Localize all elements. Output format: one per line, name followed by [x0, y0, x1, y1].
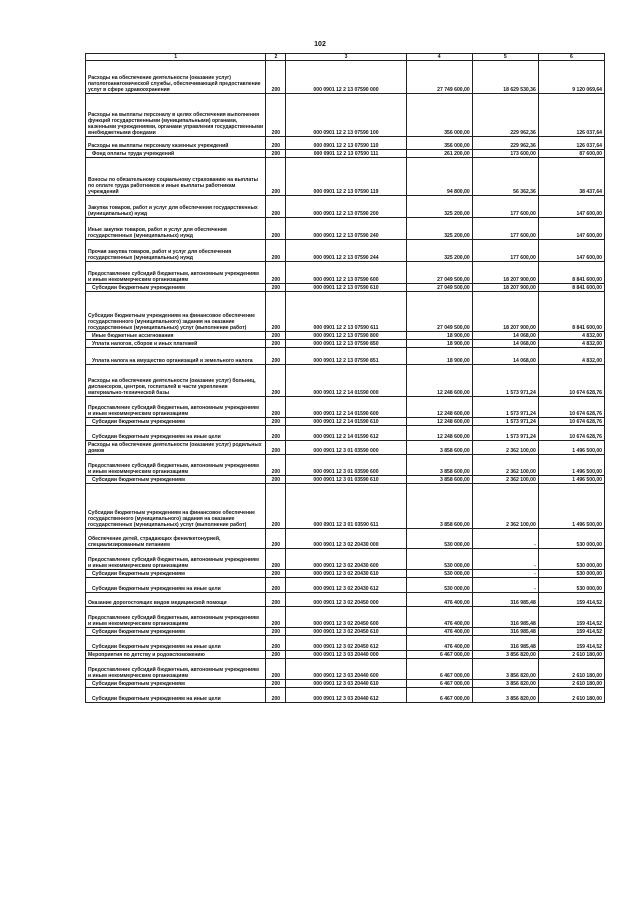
row-approved-cell: 356 000,00	[406, 137, 472, 150]
table-row	[86, 651, 605, 659]
row-budget-code-cell: 000 0901 12 2 14 01590 612	[286, 426, 406, 441]
row-executed-cell: 2 362 100,00	[472, 441, 538, 455]
row-budget-code-cell: 000 0901 12 2 13 07590 200	[286, 196, 406, 218]
row-approved-cell: 6 467 000,00	[406, 659, 472, 680]
table-row	[86, 137, 605, 150]
row-line-code-cell: 200	[266, 340, 286, 348]
row-approved-cell: 12 248 600,00	[406, 397, 472, 418]
page-number: 102	[314, 41, 326, 48]
row-budget-code-cell: 000 0901 12 3 02 20430 000	[286, 529, 406, 549]
row-budget-code-cell: 000 0901 12 3 01 03590 611	[286, 484, 406, 529]
row-budget-code-cell: 000 0901 12 3 02 20450 600	[286, 607, 406, 628]
row-unexecuted-cell: 38 437,64	[538, 158, 604, 196]
row-name-cell: Предоставление субсидий бюджетным, автономным учреждениям и иным некоммерческим организациям	[86, 455, 266, 476]
row-name-cell: Предоставление субсидий бюджетным, автономным учреждениям и иным некоммерческим организациям	[86, 659, 266, 680]
table-row	[86, 628, 605, 636]
table-row	[86, 484, 605, 529]
row-executed-cell: 177 600,00	[472, 196, 538, 218]
row-budget-code-cell: 000 0901 12 2 13 07590 119	[286, 158, 406, 196]
row-budget-code-cell: 000 0901 12 3 02 20430 600	[286, 549, 406, 570]
row-unexecuted-cell: 87 600,00	[538, 150, 604, 158]
row-executed-cell: 173 600,00	[472, 150, 538, 158]
row-unexecuted-cell: 1 496 500,00	[538, 476, 604, 484]
row-unexecuted-cell: 530 000,00	[538, 578, 604, 593]
row-line-code-cell: 200	[266, 688, 286, 703]
row-approved-cell: 325 200,00	[406, 218, 472, 240]
table-row	[86, 94, 605, 137]
budget-execution-table	[85, 53, 605, 703]
row-approved-cell: 530 000,00	[406, 578, 472, 593]
row-name-cell: Субсидии бюджетным учреждениям	[86, 476, 266, 484]
row-line-code-cell: 200	[266, 455, 286, 476]
column-number-header-row	[86, 54, 605, 61]
row-name-cell: Предоставление субсидий бюджетным, автономным учреждениям и иным некоммерческим организациям	[86, 397, 266, 418]
row-approved-cell: 12 248 600,00	[406, 418, 472, 426]
row-unexecuted-cell: 4 832,00	[538, 332, 604, 340]
row-approved-cell: 530 000,00	[406, 570, 472, 578]
row-line-code-cell: 200	[266, 441, 286, 455]
row-unexecuted-cell: 159 414,52	[538, 636, 604, 651]
row-executed-cell: -	[472, 578, 538, 593]
row-name-cell: Предоставление субсидий бюджетным, автономным учреждениям и иным некоммерческим организациям	[86, 607, 266, 628]
row-executed-cell: 18 207 900,00	[472, 262, 538, 284]
row-approved-cell: 530 000,00	[406, 549, 472, 570]
row-budget-code-cell: 000 0901 12 3 02 20450 000	[286, 593, 406, 607]
row-line-code-cell: 200	[266, 426, 286, 441]
row-line-code-cell: 200	[266, 284, 286, 292]
row-executed-cell: -	[472, 549, 538, 570]
row-name-cell: Предоставление субсидий бюджетным, автономным учреждениям и иным некоммерческим организациям	[86, 262, 266, 284]
table-row	[86, 455, 605, 476]
table-row	[86, 593, 605, 607]
row-approved-cell: 18 900,00	[406, 348, 472, 365]
row-executed-cell: 1 573 971,24	[472, 426, 538, 441]
row-executed-cell: 56 362,36	[472, 158, 538, 196]
row-approved-cell: 3 858 600,00	[406, 455, 472, 476]
row-executed-cell: 3 856 820,00	[472, 659, 538, 680]
row-unexecuted-cell: 9 120 069,64	[538, 61, 604, 94]
row-name-cell: Расходы на выплаты персоналу в целях обеспечения выполнения функций государственными (муниципальными) органами, казенными учреждениями, органами управления государственными внебюджетными фондами	[86, 94, 266, 137]
row-line-code-cell: 200	[266, 397, 286, 418]
row-approved-cell: 27 049 500,00	[406, 292, 472, 332]
row-line-code-cell: 200	[266, 628, 286, 636]
row-line-code-cell: 200	[266, 348, 286, 365]
row-unexecuted-cell: 2 610 180,00	[538, 659, 604, 680]
row-name-cell: Расходы на обеспечение деятельности (оказание услуг) больниц, диспансеров, центров, госпиталей в части укрепления материально-технической базы	[86, 365, 266, 397]
row-budget-code-cell: 000 0901 12 3 03 20440 000	[286, 651, 406, 659]
row-executed-cell: 3 856 820,00	[472, 688, 538, 703]
row-executed-cell: 2 362 100,00	[472, 455, 538, 476]
row-approved-cell: 476 400,00	[406, 607, 472, 628]
row-budget-code-cell: 000 0901 12 2 13 07590 110	[286, 137, 406, 150]
row-name-cell: Субсидии бюджетным учреждениям на финансовое обеспечение государственного (муниципального) задания на оказание государственных (муниципальных) услуг (выполнение работ)	[86, 484, 266, 529]
row-line-code-cell: 200	[266, 607, 286, 628]
row-name-cell: Мероприятия по детству и родовспоможению	[86, 651, 266, 659]
row-approved-cell: 27 049 500,00	[406, 262, 472, 284]
row-unexecuted-cell: 147 600,00	[538, 218, 604, 240]
table-row	[86, 578, 605, 593]
table-row	[86, 348, 605, 365]
row-unexecuted-cell: 4 832,00	[538, 348, 604, 365]
row-line-code-cell: 200	[266, 570, 286, 578]
row-line-code-cell: 200	[266, 578, 286, 593]
table-row	[86, 332, 605, 340]
row-name-cell: Оказание дорогостоящих видов медицинской помощи	[86, 593, 266, 607]
row-name-cell: Субсидии бюджетным учреждениям	[86, 284, 266, 292]
row-unexecuted-cell: 159 414,52	[538, 607, 604, 628]
table-row	[86, 688, 605, 703]
row-unexecuted-cell: 2 610 180,00	[538, 688, 604, 703]
row-budget-code-cell: 000 0901 12 3 02 20430 612	[286, 578, 406, 593]
row-approved-cell: 356 000,00	[406, 94, 472, 137]
row-executed-cell: 2 362 100,00	[472, 484, 538, 529]
row-budget-code-cell: 000 0901 12 3 02 20450 610	[286, 628, 406, 636]
table-row	[86, 426, 605, 441]
row-name-cell: Субсидии бюджетным учреждениям	[86, 570, 266, 578]
table-row	[86, 61, 605, 94]
row-name-cell: Обеспечение детей, страдающих фенилкетонурией, специализированным питанием	[86, 529, 266, 549]
table-row	[86, 549, 605, 570]
row-name-cell: Предоставление субсидий бюджетным, автономным учреждениям и иным некоммерческим организациям	[86, 549, 266, 570]
column-header-5: 5	[472, 54, 538, 61]
column-header-1: 1	[86, 54, 266, 61]
row-budget-code-cell: 000 0901 12 2 13 07590 000	[286, 61, 406, 94]
row-approved-cell: 325 200,00	[406, 196, 472, 218]
row-budget-code-cell: 000 0901 12 2 14 01590 000	[286, 365, 406, 397]
row-name-cell: Прочая закупка товаров, работ и услуг для обеспечения государственных (муниципальных) нужд	[86, 240, 266, 262]
row-approved-cell: 3 858 600,00	[406, 484, 472, 529]
row-budget-code-cell: 000 0901 12 3 02 20430 610	[286, 570, 406, 578]
row-executed-cell: 18 207 900,00	[472, 292, 538, 332]
row-budget-code-cell: 000 0901 12 3 01 03590 600	[286, 455, 406, 476]
row-line-code-cell: 200	[266, 651, 286, 659]
row-line-code-cell: 200	[266, 549, 286, 570]
row-name-cell: Субсидии бюджетным учреждениям	[86, 680, 266, 688]
row-line-code-cell: 200	[266, 158, 286, 196]
table-row	[86, 418, 605, 426]
row-approved-cell: 476 400,00	[406, 628, 472, 636]
row-unexecuted-cell: 159 414,52	[538, 593, 604, 607]
row-budget-code-cell: 000 0901 12 2 13 07590 800	[286, 332, 406, 340]
row-executed-cell: 14 068,00	[472, 348, 538, 365]
row-unexecuted-cell: 126 037,64	[538, 94, 604, 137]
row-approved-cell: 6 467 000,00	[406, 688, 472, 703]
row-name-cell: Уплата налогов, сборов и иных платежей	[86, 340, 266, 348]
row-executed-cell: 3 856 820,00	[472, 651, 538, 659]
row-name-cell: Расходы на обеспечение деятельности (оказание услуг) патологоанатомической службы, обеспечивающей предоставление услуг в сфере здравоохранения	[86, 61, 266, 94]
row-approved-cell: 6 467 000,00	[406, 651, 472, 659]
row-unexecuted-cell: 530 000,00	[538, 549, 604, 570]
row-name-cell: Иные бюджетные ассигнования	[86, 332, 266, 340]
row-budget-code-cell: 000 0901 12 2 13 07590 111	[286, 150, 406, 158]
row-line-code-cell: 200	[266, 332, 286, 340]
table-body	[86, 61, 605, 703]
row-approved-cell: 18 900,00	[406, 332, 472, 340]
row-name-cell: Субсидии бюджетным учреждениям на финансовое обеспечение государственного (муниципального) задания на оказание государственных (муниципальных) услуг (выполнение работ)	[86, 292, 266, 332]
row-name-cell: Субсидии бюджетным учреждениям	[86, 628, 266, 636]
row-budget-code-cell: 000 0901 12 2 13 07590 611	[286, 292, 406, 332]
table-row	[86, 218, 605, 240]
row-unexecuted-cell: 1 496 500,00	[538, 441, 604, 455]
row-line-code-cell: 200	[266, 240, 286, 262]
row-unexecuted-cell: 10 674 628,76	[538, 397, 604, 418]
row-name-cell: Субсидии бюджетным учреждениям на иные цели	[86, 578, 266, 593]
row-approved-cell: 3 858 600,00	[406, 441, 472, 455]
row-budget-code-cell: 000 0901 12 2 14 01590 600	[286, 397, 406, 418]
row-executed-cell: 316 985,48	[472, 628, 538, 636]
row-line-code-cell: 200	[266, 196, 286, 218]
row-approved-cell: 27 749 600,00	[406, 61, 472, 94]
row-executed-cell: 2 362 100,00	[472, 476, 538, 484]
row-name-cell: Субсидии бюджетным учреждениям на иные цели	[86, 426, 266, 441]
row-approved-cell: 530 000,00	[406, 529, 472, 549]
table-row	[86, 441, 605, 455]
row-budget-code-cell: 000 0901 12 2 13 07590 240	[286, 218, 406, 240]
row-executed-cell: -	[472, 529, 538, 549]
table-row	[86, 240, 605, 262]
column-header-4: 4	[406, 54, 472, 61]
row-executed-cell: 177 600,00	[472, 218, 538, 240]
row-executed-cell: 14 068,00	[472, 340, 538, 348]
row-unexecuted-cell: 8 841 600,00	[538, 262, 604, 284]
row-executed-cell: 1 573 971,24	[472, 418, 538, 426]
row-budget-code-cell: 000 0901 12 3 01 03590 000	[286, 441, 406, 455]
row-line-code-cell: 200	[266, 94, 286, 137]
row-line-code-cell: 200	[266, 418, 286, 426]
row-executed-cell: 177 600,00	[472, 240, 538, 262]
table-row	[86, 607, 605, 628]
table-row	[86, 476, 605, 484]
row-executed-cell: 316 985,48	[472, 607, 538, 628]
table-row	[86, 262, 605, 284]
row-line-code-cell: 200	[266, 680, 286, 688]
row-approved-cell: 27 049 500,00	[406, 284, 472, 292]
row-executed-cell: 229 962,36	[472, 137, 538, 150]
row-line-code-cell: 200	[266, 476, 286, 484]
row-executed-cell: 1 573 971,24	[472, 365, 538, 397]
row-unexecuted-cell: 10 674 628,76	[538, 418, 604, 426]
row-unexecuted-cell: 8 841 600,00	[538, 284, 604, 292]
table-row	[86, 150, 605, 158]
row-line-code-cell: 200	[266, 61, 286, 94]
row-line-code-cell: 200	[266, 262, 286, 284]
row-executed-cell: 316 985,48	[472, 593, 538, 607]
table-row	[86, 636, 605, 651]
table-row	[86, 340, 605, 348]
row-executed-cell: 229 962,36	[472, 94, 538, 137]
row-executed-cell: 316 985,48	[472, 636, 538, 651]
row-approved-cell: 12 248 600,00	[406, 426, 472, 441]
row-line-code-cell: 200	[266, 529, 286, 549]
row-budget-code-cell: 000 0901 12 3 03 20440 610	[286, 680, 406, 688]
column-header-3: 3	[286, 54, 406, 61]
row-budget-code-cell: 000 0901 12 2 13 07590 610	[286, 284, 406, 292]
row-budget-code-cell: 000 0901 12 2 13 07590 850	[286, 340, 406, 348]
row-unexecuted-cell: 1 496 500,00	[538, 484, 604, 529]
row-executed-cell: 18 207 900,00	[472, 284, 538, 292]
row-line-code-cell: 200	[266, 636, 286, 651]
row-approved-cell: 476 400,00	[406, 636, 472, 651]
table-row	[86, 529, 605, 549]
row-line-code-cell: 200	[266, 137, 286, 150]
row-name-cell: Субсидии бюджетным учреждениям на иные цели	[86, 688, 266, 703]
row-budget-code-cell: 000 0901 12 2 13 07590 851	[286, 348, 406, 365]
row-name-cell: Расходы на выплаты персоналу казенных учреждений	[86, 137, 266, 150]
row-name-cell: Уплата налога на имущество организаций и земельного налога	[86, 348, 266, 365]
row-budget-code-cell: 000 0901 12 2 14 01590 610	[286, 418, 406, 426]
row-approved-cell: 3 858 600,00	[406, 476, 472, 484]
row-approved-cell: 476 400,00	[406, 593, 472, 607]
row-unexecuted-cell: 10 674 628,76	[538, 365, 604, 397]
table-row	[86, 397, 605, 418]
table-row	[86, 292, 605, 332]
row-executed-cell: 1 573 971,24	[472, 397, 538, 418]
row-name-cell: Субсидии бюджетным учреждениям на иные цели	[86, 636, 266, 651]
row-name-cell: Закупка товаров, работ и услуг для обеспечения государственных (муниципальных) нужд	[86, 196, 266, 218]
row-executed-cell: 3 856 820,00	[472, 680, 538, 688]
row-line-code-cell: 200	[266, 659, 286, 680]
row-approved-cell: 6 467 000,00	[406, 680, 472, 688]
row-unexecuted-cell: 126 037,64	[538, 137, 604, 150]
row-unexecuted-cell: 147 600,00	[538, 240, 604, 262]
table-row	[86, 680, 605, 688]
row-approved-cell: 94 800,00	[406, 158, 472, 196]
table-row	[86, 196, 605, 218]
table-row	[86, 284, 605, 292]
row-budget-code-cell: 000 0901 12 3 03 20440 612	[286, 688, 406, 703]
row-unexecuted-cell: 530 000,00	[538, 570, 604, 578]
row-name-cell: Фонд оплаты труда учреждений	[86, 150, 266, 158]
row-line-code-cell: 200	[266, 593, 286, 607]
row-unexecuted-cell: 10 674 628,76	[538, 426, 604, 441]
row-budget-code-cell: 000 0901 12 2 13 07590 100	[286, 94, 406, 137]
row-executed-cell: 18 629 530,36	[472, 61, 538, 94]
row-budget-code-cell: 000 0901 12 3 03 20440 600	[286, 659, 406, 680]
row-approved-cell: 261 200,00	[406, 150, 472, 158]
row-budget-code-cell: 000 0901 12 2 13 07590 244	[286, 240, 406, 262]
table-row	[86, 365, 605, 397]
table-row	[86, 659, 605, 680]
row-budget-code-cell: 000 0901 12 3 02 20450 612	[286, 636, 406, 651]
row-approved-cell: 325 200,00	[406, 240, 472, 262]
row-unexecuted-cell: 1 496 500,00	[538, 455, 604, 476]
column-header-6: 6	[538, 54, 604, 61]
column-header-2: 2	[266, 54, 286, 61]
row-unexecuted-cell: 147 600,00	[538, 196, 604, 218]
row-approved-cell: 12 248 600,00	[406, 365, 472, 397]
row-line-code-cell: 200	[266, 150, 286, 158]
row-unexecuted-cell: 4 832,00	[538, 340, 604, 348]
row-approved-cell: 18 900,00	[406, 340, 472, 348]
row-name-cell: Иные закупки товаров, работ и услуг для обеспечения государственных (муниципальных) нужд	[86, 218, 266, 240]
row-budget-code-cell: 000 0901 12 3 01 03590 610	[286, 476, 406, 484]
row-line-code-cell: 200	[266, 484, 286, 529]
row-line-code-cell: 200	[266, 292, 286, 332]
row-executed-cell: 14 068,00	[472, 332, 538, 340]
row-line-code-cell: 200	[266, 365, 286, 397]
row-unexecuted-cell: 159 414,52	[538, 628, 604, 636]
row-unexecuted-cell: 2 610 180,00	[538, 651, 604, 659]
row-unexecuted-cell: 530 000,00	[538, 529, 604, 549]
table-row	[86, 158, 605, 196]
row-unexecuted-cell: 8 841 600,00	[538, 292, 604, 332]
row-name-cell: Субсидии бюджетным учреждениям	[86, 418, 266, 426]
row-executed-cell: -	[472, 570, 538, 578]
row-name-cell: Расходы на обеспечение деятельности (оказание услуг) родильных домов	[86, 441, 266, 455]
row-line-code-cell: 200	[266, 218, 286, 240]
row-unexecuted-cell: 2 610 180,00	[538, 680, 604, 688]
table-row	[86, 570, 605, 578]
row-budget-code-cell: 000 0901 12 2 13 07590 600	[286, 262, 406, 284]
row-name-cell: Взносы по обязательному социальному страхованию на выплаты по оплате труда работников и иные выплаты работникам учреждений	[86, 158, 266, 196]
